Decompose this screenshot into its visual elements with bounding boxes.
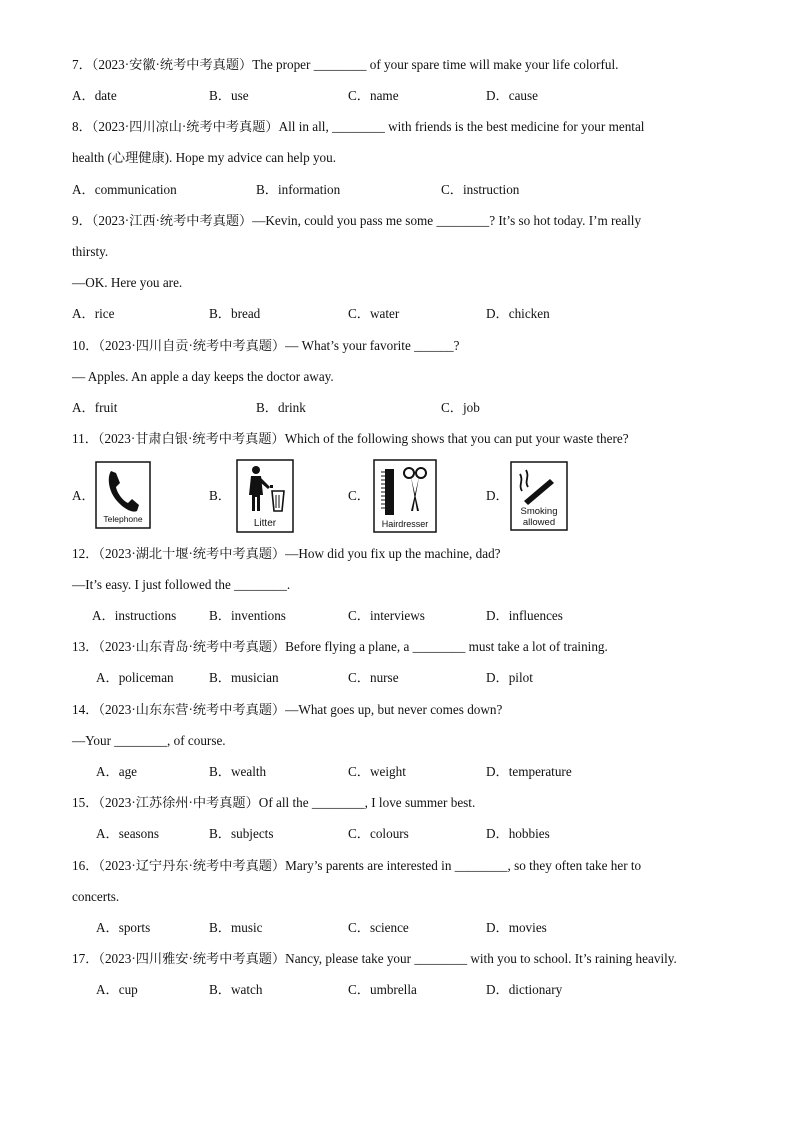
question-11-option-d: D． <box>486 488 509 503</box>
question-14-option-a: A．age <box>96 764 138 779</box>
question-14-line-2: —Your ________, of course. <box>72 733 226 748</box>
question-7-option-c: C．name <box>348 88 399 103</box>
litter-sign <box>236 459 294 533</box>
question-15-option-a: A．seasons <box>96 826 160 841</box>
question-17-option-d: D．dictionary <box>486 982 563 997</box>
question-9-option-d: D．chicken <box>486 306 550 321</box>
question-11-line-1: 11．（2023·甘肃白银·统考中考真题）Which of the following shows that you can put your waste there? <box>72 431 629 446</box>
question-12-option-a: A．instructions <box>92 608 177 623</box>
question-11-option-c: C． <box>348 488 370 503</box>
question-10-option-c: C．job <box>441 400 480 415</box>
hairdresser-sign <box>373 459 437 533</box>
question-17-option-a: A．cup <box>96 982 138 997</box>
question-10-line-1: 10．（2023·四川自贡·统考中考真题）— What’s your favorite ______? <box>72 338 460 353</box>
question-12-option-c: C．interviews <box>348 608 425 623</box>
sign-label-allowed: allowed <box>522 517 556 528</box>
question-13-option-d: D．pilot <box>486 670 533 685</box>
question-9-option-c: C．water <box>348 306 400 321</box>
question-7-option-d: D．cause <box>486 88 538 103</box>
question-16-line-1: 16．（2023·辽宁丹东·统考中考真题）Mary’s parents are interested in ________, so they often take her to <box>72 858 642 873</box>
question-13-line-1: 13．（2023·山东青岛·统考中考真题）Before flying a plane, a ________ must take a lot of training. <box>72 639 608 654</box>
question-13-option-a: A．policeman <box>96 670 174 685</box>
question-17-line-1: 17．（2023·四川雅安·统考中考真题）Nancy, please take your ________ with you to school. It’s raining heavily. <box>72 951 677 966</box>
question-8-option-c: C．instruction <box>441 182 520 197</box>
sign-label-smoking: Smoking <box>520 506 558 517</box>
telephone-sign <box>95 461 151 529</box>
question-13-option-b: B．musician <box>209 670 279 685</box>
question-17-option-b: B．watch <box>209 982 263 997</box>
question-17-option-c: C．umbrella <box>348 982 417 997</box>
question-9-option-b: B．bread <box>209 306 261 321</box>
question-16-option-d: D．movies <box>486 920 547 935</box>
question-15-line-1: 15．（2023·江苏徐州·中考真题）Of all the ________, I love summer best. <box>72 795 476 810</box>
question-14-line-1: 14．（2023·山东东营·统考中考真题）—What goes up, but never comes down? <box>72 702 503 717</box>
question-16-option-c: C．science <box>348 920 409 935</box>
question-9-line-3: —OK. Here you are. <box>72 275 183 290</box>
question-15-option-b: B．subjects <box>209 826 274 841</box>
question-7-option-a: A．date <box>72 88 117 103</box>
question-8-option-a: A．communication <box>72 182 177 197</box>
question-15-option-c: C．colours <box>348 826 409 841</box>
question-8-line-2: health (心理健康). Hope my advice can help you. <box>72 150 337 165</box>
question-11-option-a: A． <box>72 488 95 503</box>
sign-label-hairdresser: Hairdresser <box>381 519 429 529</box>
sign-label-litter: Litter <box>253 518 277 529</box>
question-9-option-a: A．rice <box>72 306 115 321</box>
question-10-option-b: B．drink <box>256 400 306 415</box>
question-8-option-b: B．information <box>256 182 341 197</box>
question-14-option-c: C．weight <box>348 764 406 779</box>
question-10-option-a: A．fruit <box>72 400 118 415</box>
sign-label-telephone: Telephone <box>103 514 143 524</box>
question-11-option-b: B． <box>209 488 231 503</box>
question-15-option-d: D．hobbies <box>486 826 550 841</box>
smoking-allowed-sign <box>510 461 568 531</box>
question-16-line-2: concerts. <box>72 889 120 904</box>
question-9-line-2: thirsty. <box>72 244 109 259</box>
question-16-option-b: B．music <box>209 920 263 935</box>
question-12-option-d: D．influences <box>486 608 563 623</box>
question-7-option-b: B．use <box>209 88 249 103</box>
question-10-line-2: — Apples. An apple a day keeps the doctor away. <box>72 369 334 384</box>
question-12-line-1: 12．（2023·湖北十堰·统考中考真题）—How did you fix up the machine, dad? <box>72 546 501 561</box>
question-13-option-c: C．nurse <box>348 670 399 685</box>
question-14-option-b: B．wealth <box>209 764 267 779</box>
question-7-line-1: 7．（2023·安徽·统考中考真题）The proper ________ of your spare time will make your life colorful. <box>72 57 619 72</box>
question-12-option-b: B．inventions <box>209 608 286 623</box>
question-8-line-1: 8．（2023·四川凉山·统考中考真题）All in all, ________ with friends is the best medicine for your mental <box>72 119 645 134</box>
question-9-line-1: 9．（2023·江西·统考中考真题）—Kevin, could you pass me some ________? It’s so hot today. I’m really <box>72 213 642 228</box>
question-12-line-2: —It’s easy. I just followed the ________. <box>72 577 291 592</box>
question-16-option-a: A．sports <box>96 920 151 935</box>
question-14-option-d: D．temperature <box>486 764 572 779</box>
